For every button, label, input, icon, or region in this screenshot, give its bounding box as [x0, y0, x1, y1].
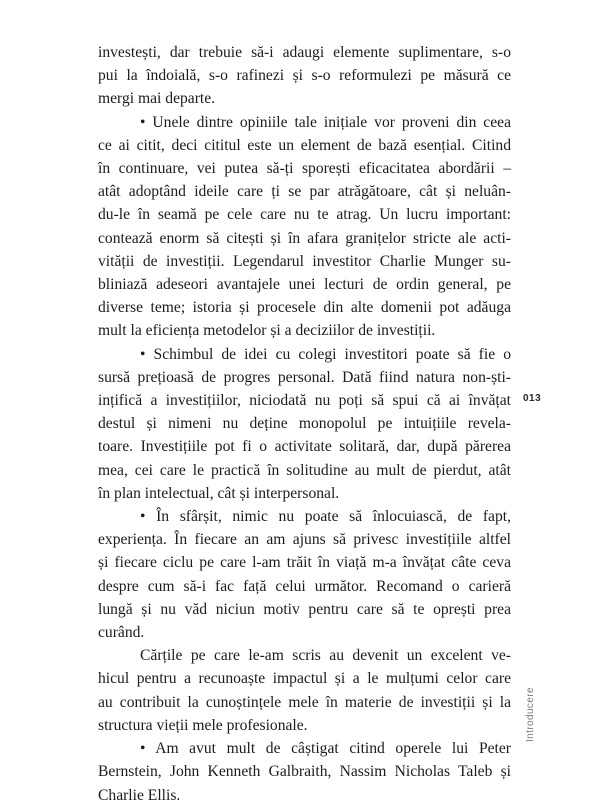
text-line: • Schimbul de idei cu colegi investitori poate să fie o — [140, 345, 511, 363]
text-line: structura vieții mele profesionale. — [98, 716, 308, 734]
running-head: Introducere — [525, 687, 536, 742]
text-line: experiența. În fiecare an am ajuns să privesc investițiile altfel — [98, 531, 511, 549]
text-line: Charlie Ellis. — [98, 786, 181, 804]
text-line: au contribuit la cunoștințele mele în materie de investiții și la — [98, 693, 511, 711]
paragraph — [98, 41, 511, 111]
text-line: contează enorm să citești și în afara granițelor stricte ale acti- — [98, 229, 511, 247]
text-line: în plan intelectual, cât și interpersonal. — [98, 484, 340, 502]
text-line: diverse teme; istoria și procesele din alte domenii pot adăuga — [98, 299, 511, 317]
text-line: ințifică a investițiilor, niciodată nu poți să spui că ai învățat — [98, 392, 511, 410]
text-line: bliniază adeseori avantajele unei lecturi de ordin general, pe — [98, 276, 511, 294]
text-line: mea, cei care le practică în solitudine au mult de pierdut, atât — [98, 461, 511, 479]
paragraph — [98, 644, 511, 737]
paragraph — [98, 111, 511, 343]
text-line: • În sfârșit, nimic nu poate să înlocuiască, de fapt, — [140, 508, 511, 526]
text-line: și fiecare ciclu pe care l-am trăit în viață m-a învățat câte ceva — [98, 554, 511, 572]
text-line: lungă și nu văd niciun motiv pentru care să te oprești prea — [98, 600, 511, 618]
paragraph — [98, 505, 511, 644]
text-line: investești, dar trebuie să-i adaugi elemente suplimentare, s-o — [98, 44, 511, 61]
text-line: curând. — [98, 624, 145, 642]
paragraph — [98, 343, 511, 505]
text-line: • Am avut mult de câștigat citind operele lui Peter — [140, 740, 511, 758]
text-line: Cărțile pe care le-am scris au devenit un excelent ve- — [140, 647, 511, 665]
body-text — [98, 41, 511, 807]
paragraph — [98, 737, 511, 807]
page-number: 013 — [523, 393, 542, 404]
text-line: despre cum să-i fac față celui următor. Recomand o carieră — [98, 577, 511, 595]
text-line: • Unele dintre opiniile tale inițiale vor proveni din ceea — [140, 113, 511, 131]
text-line: du-le în seamă pe cele care nu te atrag. Un lucru important: — [98, 206, 511, 224]
text-line: pui la îndoială, s-o rafinezi și s-o reformulezi pe măsură ce — [98, 67, 511, 85]
text-line: ce ai citit, deci cititul este un element de bază esențial. Citind — [98, 136, 511, 154]
text-line: atât adoptând ideile care ți se par atrăgătoare, cât și neluân- — [98, 183, 511, 201]
text-line: destul și nimeni nu deține monopolul pe intuițiile revela- — [98, 415, 511, 433]
text-line: în continuare, vei putea să-ți sporești eficacitatea abordării – — [98, 160, 511, 178]
text-line: hicul pentru a recunoaște impactul și a le mulțumi celor care — [98, 670, 511, 688]
text-line: Bernstein, John Kenneth Galbraith, Nassim Nicholas Taleb și — [98, 763, 511, 781]
text-line: sursă prețioasă de progres personal. Dată fiind natura non-ști- — [98, 368, 511, 386]
text-line: mergi mai departe. — [98, 90, 216, 108]
text-line: mult la eficiența metodelor și a deciziilor de investiții. — [98, 322, 436, 340]
text-line: vității de investiții. Legendarul investitor Charlie Munger su- — [98, 252, 511, 270]
text-line: toare. Investițiile pot fi o activitate solitară, dar, după părerea — [98, 438, 511, 456]
